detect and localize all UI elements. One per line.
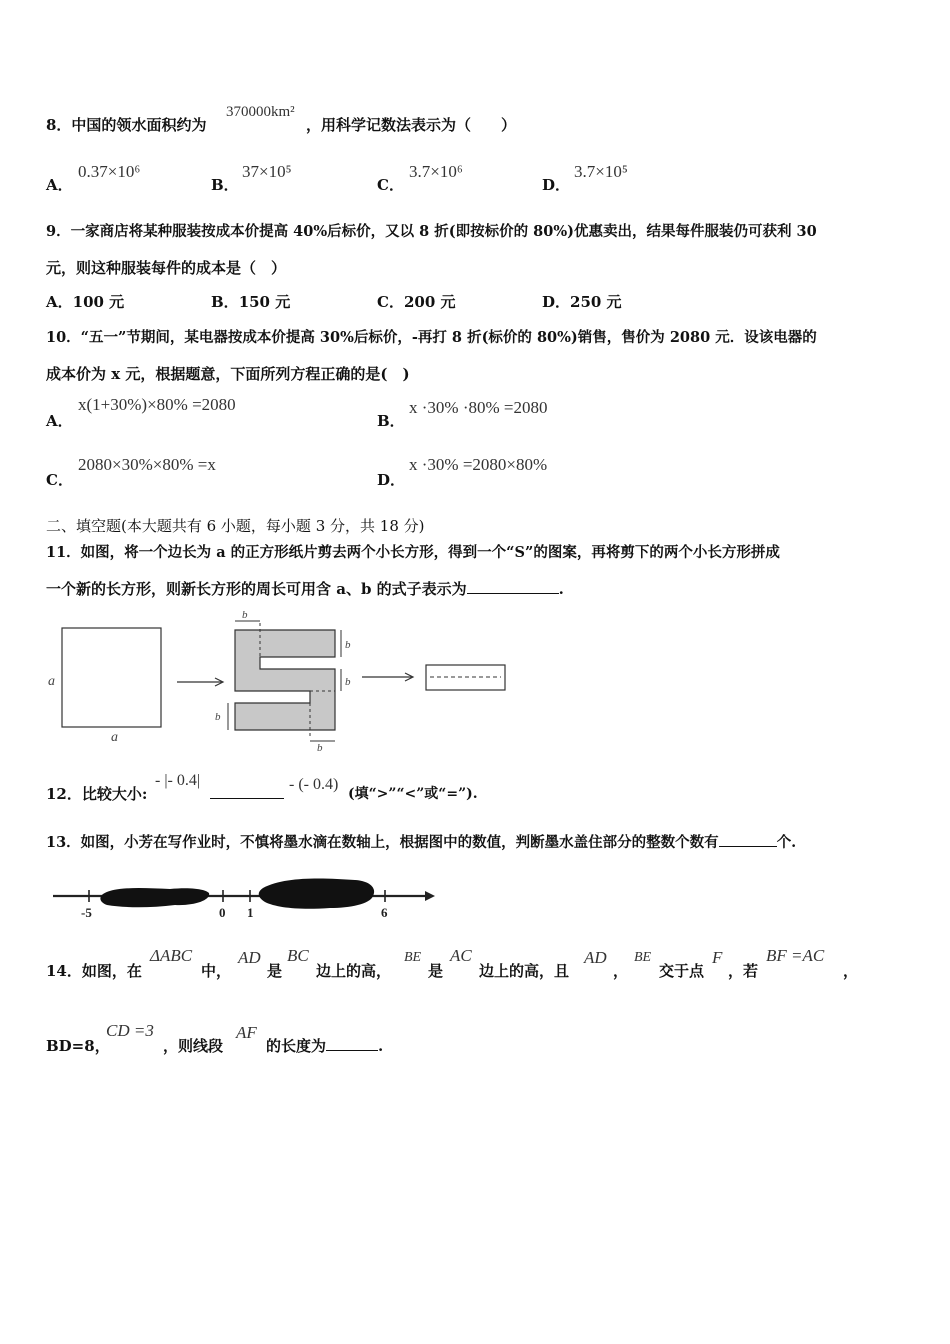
tick-label-6: 6 — [381, 905, 388, 920]
q8-option-d-label: D． — [542, 176, 571, 194]
q8-option-d-value: 3.7×10⁵ — [574, 162, 628, 181]
square-bottom-label: a — [111, 730, 118, 745]
q12-post: (填“>”“<”或“=”). — [348, 786, 478, 802]
q12-left: - |- 0.4| — [155, 772, 201, 789]
q9-line2: 元，则这种服装每件的成本是（ ） — [46, 259, 287, 277]
q9-line1: 9．一家商店将某种服装按成本价提高 40%后标价，又以 8 折(即按标价的 80%)优惠卖出，结果每件服装仍可获利 30 — [46, 223, 817, 240]
square-shape — [62, 628, 161, 727]
ink-blot-left — [100, 888, 209, 907]
q9-option-d: D．250 元 — [542, 293, 622, 311]
svg-text:b: b — [215, 711, 221, 723]
s-shape — [235, 630, 335, 730]
q8-option-b-value: 37×10⁵ — [242, 162, 292, 181]
square-side-label: a — [48, 674, 55, 689]
axis-arrow-icon — [425, 891, 435, 901]
q8-option-a-label: A． — [46, 176, 73, 194]
q8-option-c-label: C． — [377, 176, 404, 194]
tick-label-0: 0 — [219, 905, 226, 920]
q14-tail: 的长度为 . — [266, 1037, 384, 1055]
svg-text:b: b — [345, 676, 351, 688]
q14-answer-blank[interactable] — [326, 1036, 378, 1051]
q9-option-b: B．150 元 — [211, 293, 291, 311]
number-line-figure — [45, 862, 445, 922]
q11-figure — [40, 605, 520, 755]
tick-label-1: 1 — [247, 905, 254, 920]
q12-answer-blank[interactable] — [210, 784, 284, 799]
svg-text:b: b — [345, 639, 351, 651]
q8-post: ，用科学记数法表示为（ ） — [306, 116, 517, 134]
q10-option-d-value: x ·30% =2080×80% — [409, 455, 548, 474]
tick-label-neg5: -5 — [81, 905, 92, 920]
q10-option-a-label: A． — [46, 412, 73, 430]
q8-pre: 8．中国的领水面积约为 — [46, 116, 207, 134]
q10-option-b-value: x ·30% ·80% =2080 — [409, 398, 548, 417]
q11-line1: 11．如图，将一个边长为 a 的正方形纸片剪去两个小长方形，得到一个“S”的图案，再将剪下的两个小长方形拼成 — [46, 544, 780, 561]
ink-blot-right — [259, 878, 374, 908]
q11-answer-blank[interactable] — [467, 579, 559, 594]
q13-text: 13．如图，小芳在写作业时，不慎将墨水滴在数轴上，根据图中的数值，判断墨水盖住部分的整数个数有 个. — [46, 834, 797, 851]
q10-line2: 成本价为 x 元，根据题意，下面所列方程正确的是( ) — [46, 365, 410, 383]
section-title: 二、填空题(本大题共有 6 小题，每小题 3 分，共 18 分) — [46, 517, 425, 535]
q8-stem — [46, 114, 206, 135]
q10-option-c-label: C． — [46, 471, 73, 489]
q8-area: 370000km² — [226, 104, 295, 120]
q8-option-b-label: B． — [211, 176, 239, 194]
q13-answer-blank[interactable] — [719, 832, 777, 847]
q10-option-d-label: D． — [377, 471, 406, 489]
q10-option-a-value: x(1+30%)×80% =2080 — [78, 395, 236, 414]
q12-pre: 12．比较大小: — [46, 785, 148, 803]
q14-triangle: ΔABC — [150, 946, 193, 965]
q8-option-c-value: 3.7×10⁶ — [409, 162, 463, 181]
q9-option-a: A．100 元 — [46, 293, 125, 311]
q10-line1: 10．“五一”节期间，某电器按成本价提高 30%后标价，-再打 8 折(标价的 80%)销售，售价为 2080 元．设该电器的 — [46, 329, 817, 346]
svg-text:b: b — [317, 742, 323, 754]
q10-option-b-label: B． — [377, 412, 405, 430]
svg-text:b: b — [242, 609, 248, 621]
q10-option-c-value: 2080×30%×80% =x — [78, 455, 216, 474]
q11-line2: 一个新的长方形，则新长方形的周长可用含 a、b 的式子表示为 . — [46, 580, 564, 598]
q9-option-c: C．200 元 — [377, 293, 456, 311]
q12-right: - (- 0.4) — [289, 776, 339, 793]
q8-option-a-value: 0.37×10⁶ — [78, 162, 141, 181]
q14-p1: 14．如图，在 — [46, 962, 142, 980]
